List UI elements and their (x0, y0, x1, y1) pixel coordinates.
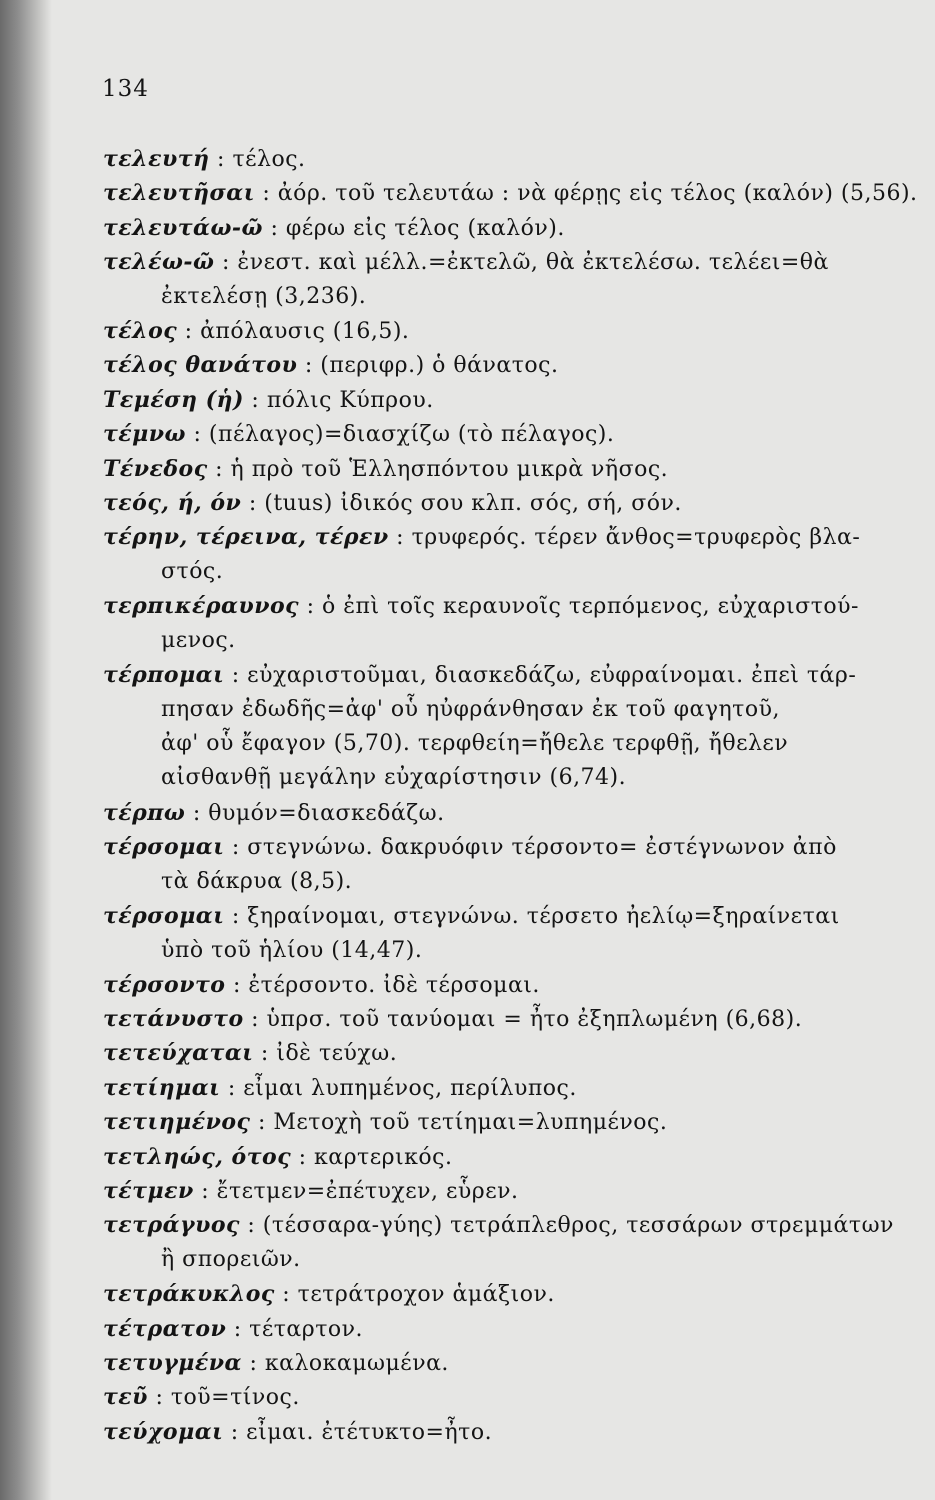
dictionary-entry (103, 211, 871, 246)
definition-text: : ὑπρσ. τοῦ τανύομαι = ἦτο ἐξηπλωμένη (6,68). (251, 1007, 803, 1032)
entry-first-line (103, 520, 871, 555)
definition-text: : καρτερικός. (298, 1144, 453, 1170)
entry-first-line (103, 452, 871, 487)
dictionary-entry (103, 1140, 871, 1175)
definition-text: ἐκτελέσῃ (3,236). (161, 284, 367, 310)
headword: τετράκυκλος (103, 1281, 275, 1308)
definition-text: : τρυφερός. τέρεν ἄνθος=τρυφερὸς βλα- (396, 525, 861, 551)
definition-text: : θυμόν=διασκεδάζω. (192, 800, 445, 826)
definition-text: : ξηραίνομαι, στεγνώνω. τέρσετο ἠελίῳ=ξηραίνεται (231, 903, 840, 929)
dictionary-entry (103, 142, 871, 177)
definition-text: αἰσθανθῇ μεγάλην εὐχαρίστησιν (6,74). (161, 765, 627, 790)
entry-first-line (103, 1071, 871, 1106)
entry-continuation-line (103, 934, 871, 968)
dictionary-entry (103, 1036, 871, 1071)
dictionary-entry (103, 796, 871, 831)
definition-text: μενος. (161, 628, 236, 654)
dictionary-entry (103, 1174, 871, 1209)
entry-first-line (103, 1002, 871, 1037)
definition-text: : φέρω εἰς τέλος (καλόν). (270, 215, 565, 241)
headword: τερπικέραυνος (103, 593, 300, 620)
entry-first-line (103, 1105, 871, 1140)
entry-first-line (103, 348, 871, 383)
definition-text: ὑπὸ τοῦ ἡλίου (14,47). (161, 937, 423, 963)
dictionary-entry (103, 314, 871, 349)
dictionary-entry (103, 1071, 871, 1106)
definition-text: πησαν ἐδωδῆς=ἀφ' οὗ ηὐφράνθησαν ἐκ τοῦ φαγητοῦ, (161, 697, 780, 722)
definition-text: : στεγνώνω. δακρυόφιν τέρσοντο= ἐστέγνωνον ἀπὸ (231, 835, 837, 860)
entry-continuation-line (103, 624, 871, 658)
entry-continuation-line (103, 555, 871, 589)
entry-continuation-line (103, 865, 871, 899)
headword: τεῦ (103, 1384, 148, 1411)
entry-first-line (103, 589, 871, 624)
dictionary-entry (103, 1380, 871, 1415)
entry-first-line (103, 1277, 871, 1312)
entry-first-line (103, 1380, 871, 1415)
dictionary-entry (103, 830, 871, 899)
entry-first-line (103, 1312, 871, 1347)
entry-first-line (103, 796, 871, 831)
headword: τέλος (103, 318, 178, 344)
dictionary-entry (103, 520, 871, 589)
headword: Τένεδος (103, 455, 208, 482)
headword: τετράγυος (103, 1212, 240, 1239)
entry-first-line (103, 245, 871, 280)
headword: τέτρατον (103, 1315, 227, 1342)
definition-text: : (πέλαγος)=διασχίζω (τὸ πέλαγος). (193, 422, 615, 448)
entry-first-line (103, 1036, 871, 1071)
entry-first-line (103, 1140, 871, 1175)
definition-text: : εἶμαι λυπημένος, περίλυπος. (227, 1075, 577, 1101)
definition-text: : εἶμαι. ἐτέτυκτο=ἦτο. (230, 1419, 493, 1445)
entry-first-line (103, 658, 871, 693)
entry-continuation-line (103, 693, 871, 727)
dictionary-entry (103, 1415, 871, 1450)
dictionary-entry (103, 968, 871, 1003)
definition-text: : ἡ πρὸ τοῦ Ἑλλησπόντου μικρὰ νῆσος. (215, 456, 669, 482)
entry-continuation-line (103, 761, 871, 795)
definition-text: : ἀπόλαυσις (16,5). (184, 319, 410, 344)
page-spine-shadow (0, 0, 52, 1500)
headword: τεός, ή, όν (103, 490, 242, 516)
headword: τελευτῆσαι (103, 180, 255, 207)
definition-text: ἀφ' οὗ ἔφαγον (5,70). τερφθείη=ἤθελε τερφθῇ, ἤθελεν (161, 731, 789, 756)
headword: τετιημένος (103, 1109, 251, 1136)
definition-text: : (τέσσαρα-γύης) τετράπλεθρος, τεσσάρων στρεμμάτων (247, 1213, 894, 1239)
dictionary-entry (103, 658, 871, 795)
dictionary-entry (103, 1277, 871, 1312)
definition-text: : τοῦ=τίνος. (155, 1385, 300, 1411)
headword: τελευτή (103, 146, 210, 172)
dictionary-entry (103, 452, 871, 487)
dictionary-entry (103, 1002, 871, 1037)
entry-first-line (103, 486, 871, 521)
definition-text: στός. (161, 559, 224, 585)
dictionary-entry (103, 383, 871, 418)
dictionary-entry (103, 176, 918, 211)
dictionary-entry (103, 899, 871, 968)
entry-continuation-line (103, 280, 871, 314)
definition-text: : ὁ ἐπὶ τοῖς κεραυνοῖς τερπόμενος, εὐχαριστού- (306, 594, 859, 620)
entry-continuation-line (103, 727, 871, 761)
headword: τετυγμένα (103, 1350, 242, 1376)
entry-first-line (103, 968, 871, 1003)
entry-first-line (103, 1346, 871, 1381)
definition-text: : ἔτετμεν=ἐπέτυχεν, εὗρεν. (201, 1179, 519, 1204)
entry-first-line (103, 314, 871, 349)
dictionary-entry (103, 417, 871, 452)
definition-text: : τέλος. (217, 147, 306, 172)
definition-text: : ἀόρ. τοῦ τελευτάω : νὰ φέρῃς εἰς τέλος (καλόν) (5,56). (262, 181, 918, 207)
dictionary-entry (103, 1208, 894, 1277)
headword: Τεμέση (ἡ) (103, 386, 244, 413)
entry-first-line (103, 383, 871, 418)
definition-text: : Μετοχὴ τοῦ τετίημαι=λυπημένος. (257, 1110, 668, 1136)
headword: τέρσοντο (103, 971, 226, 998)
page-number: 134 (102, 76, 149, 102)
dictionary-entry (103, 486, 871, 521)
dictionary-entry (103, 1105, 871, 1140)
entry-first-line (103, 176, 918, 211)
entry-first-line (103, 142, 871, 177)
definition-text: : τετράτροχον ἁμάξιον. (282, 1282, 555, 1308)
headword: τετεύχαται (103, 1040, 254, 1067)
entry-first-line (103, 899, 871, 934)
headword: τετίημαι (103, 1074, 221, 1101)
headword: τέρσομαι (103, 834, 225, 860)
dictionary-entry (103, 1312, 871, 1347)
definition-text: : ἐτέρσοντο. ἰδὲ τέρσομαι. (232, 972, 540, 998)
definition-text: : τέταρτον. (233, 1316, 363, 1342)
definition-text: : καλοκαμωμένα. (249, 1351, 449, 1376)
headword: τελευτάω-ῶ (103, 214, 263, 241)
dictionary-entry (103, 1346, 871, 1381)
definition-text: τὰ δάκρυα (8,5). (161, 869, 353, 894)
definition-text: : ἰδὲ τεύχω. (260, 1041, 398, 1067)
headword: τελέω-ῶ (103, 249, 215, 276)
definition-text: : πόλις Κύπρου. (251, 387, 434, 413)
definition-text: : (tuus) ἰδικός σου κλπ. σός, σή, σόν. (248, 491, 682, 516)
entry-continuation-line (103, 1243, 871, 1277)
headword: τέρπω (103, 799, 186, 826)
headword: τέρπομαι (103, 662, 225, 688)
entry-first-line (103, 1174, 871, 1209)
dictionary-entry (103, 348, 871, 383)
headword: τετληώς, ότος (103, 1143, 292, 1170)
headword: τέρην, τέρεινα, τέρεν (103, 524, 389, 551)
entry-first-line (103, 1415, 871, 1450)
headword: τετάνυστο (103, 1006, 244, 1032)
entry-first-line (103, 830, 871, 865)
dictionary-entry (103, 589, 871, 658)
headword: τέμνω (103, 421, 186, 448)
definition-text: : ἐνεστ. καὶ μέλλ.=ἐκτελῶ, θὰ ἐκτελέσω. τελέει=θὰ (222, 250, 829, 276)
definition-text: : εὐχαριστοῦμαι, διασκεδάζω, εὐφραίνομαι. ἐπεὶ τάρ- (231, 663, 857, 688)
headword: τέρσομαι (103, 902, 225, 929)
dictionary-entry (103, 245, 871, 314)
definition-text: : (περιφρ.) ὁ θάνατος. (304, 353, 559, 379)
headword: τεύχομαι (103, 1418, 224, 1445)
entry-first-line (103, 1208, 894, 1243)
definition-text: ἢ σπορειῶν. (161, 1247, 301, 1273)
headword: τέτμεν (103, 1178, 194, 1204)
headword: τέλος θανάτου (103, 352, 298, 379)
entry-first-line (103, 211, 871, 246)
entry-first-line (103, 417, 871, 452)
